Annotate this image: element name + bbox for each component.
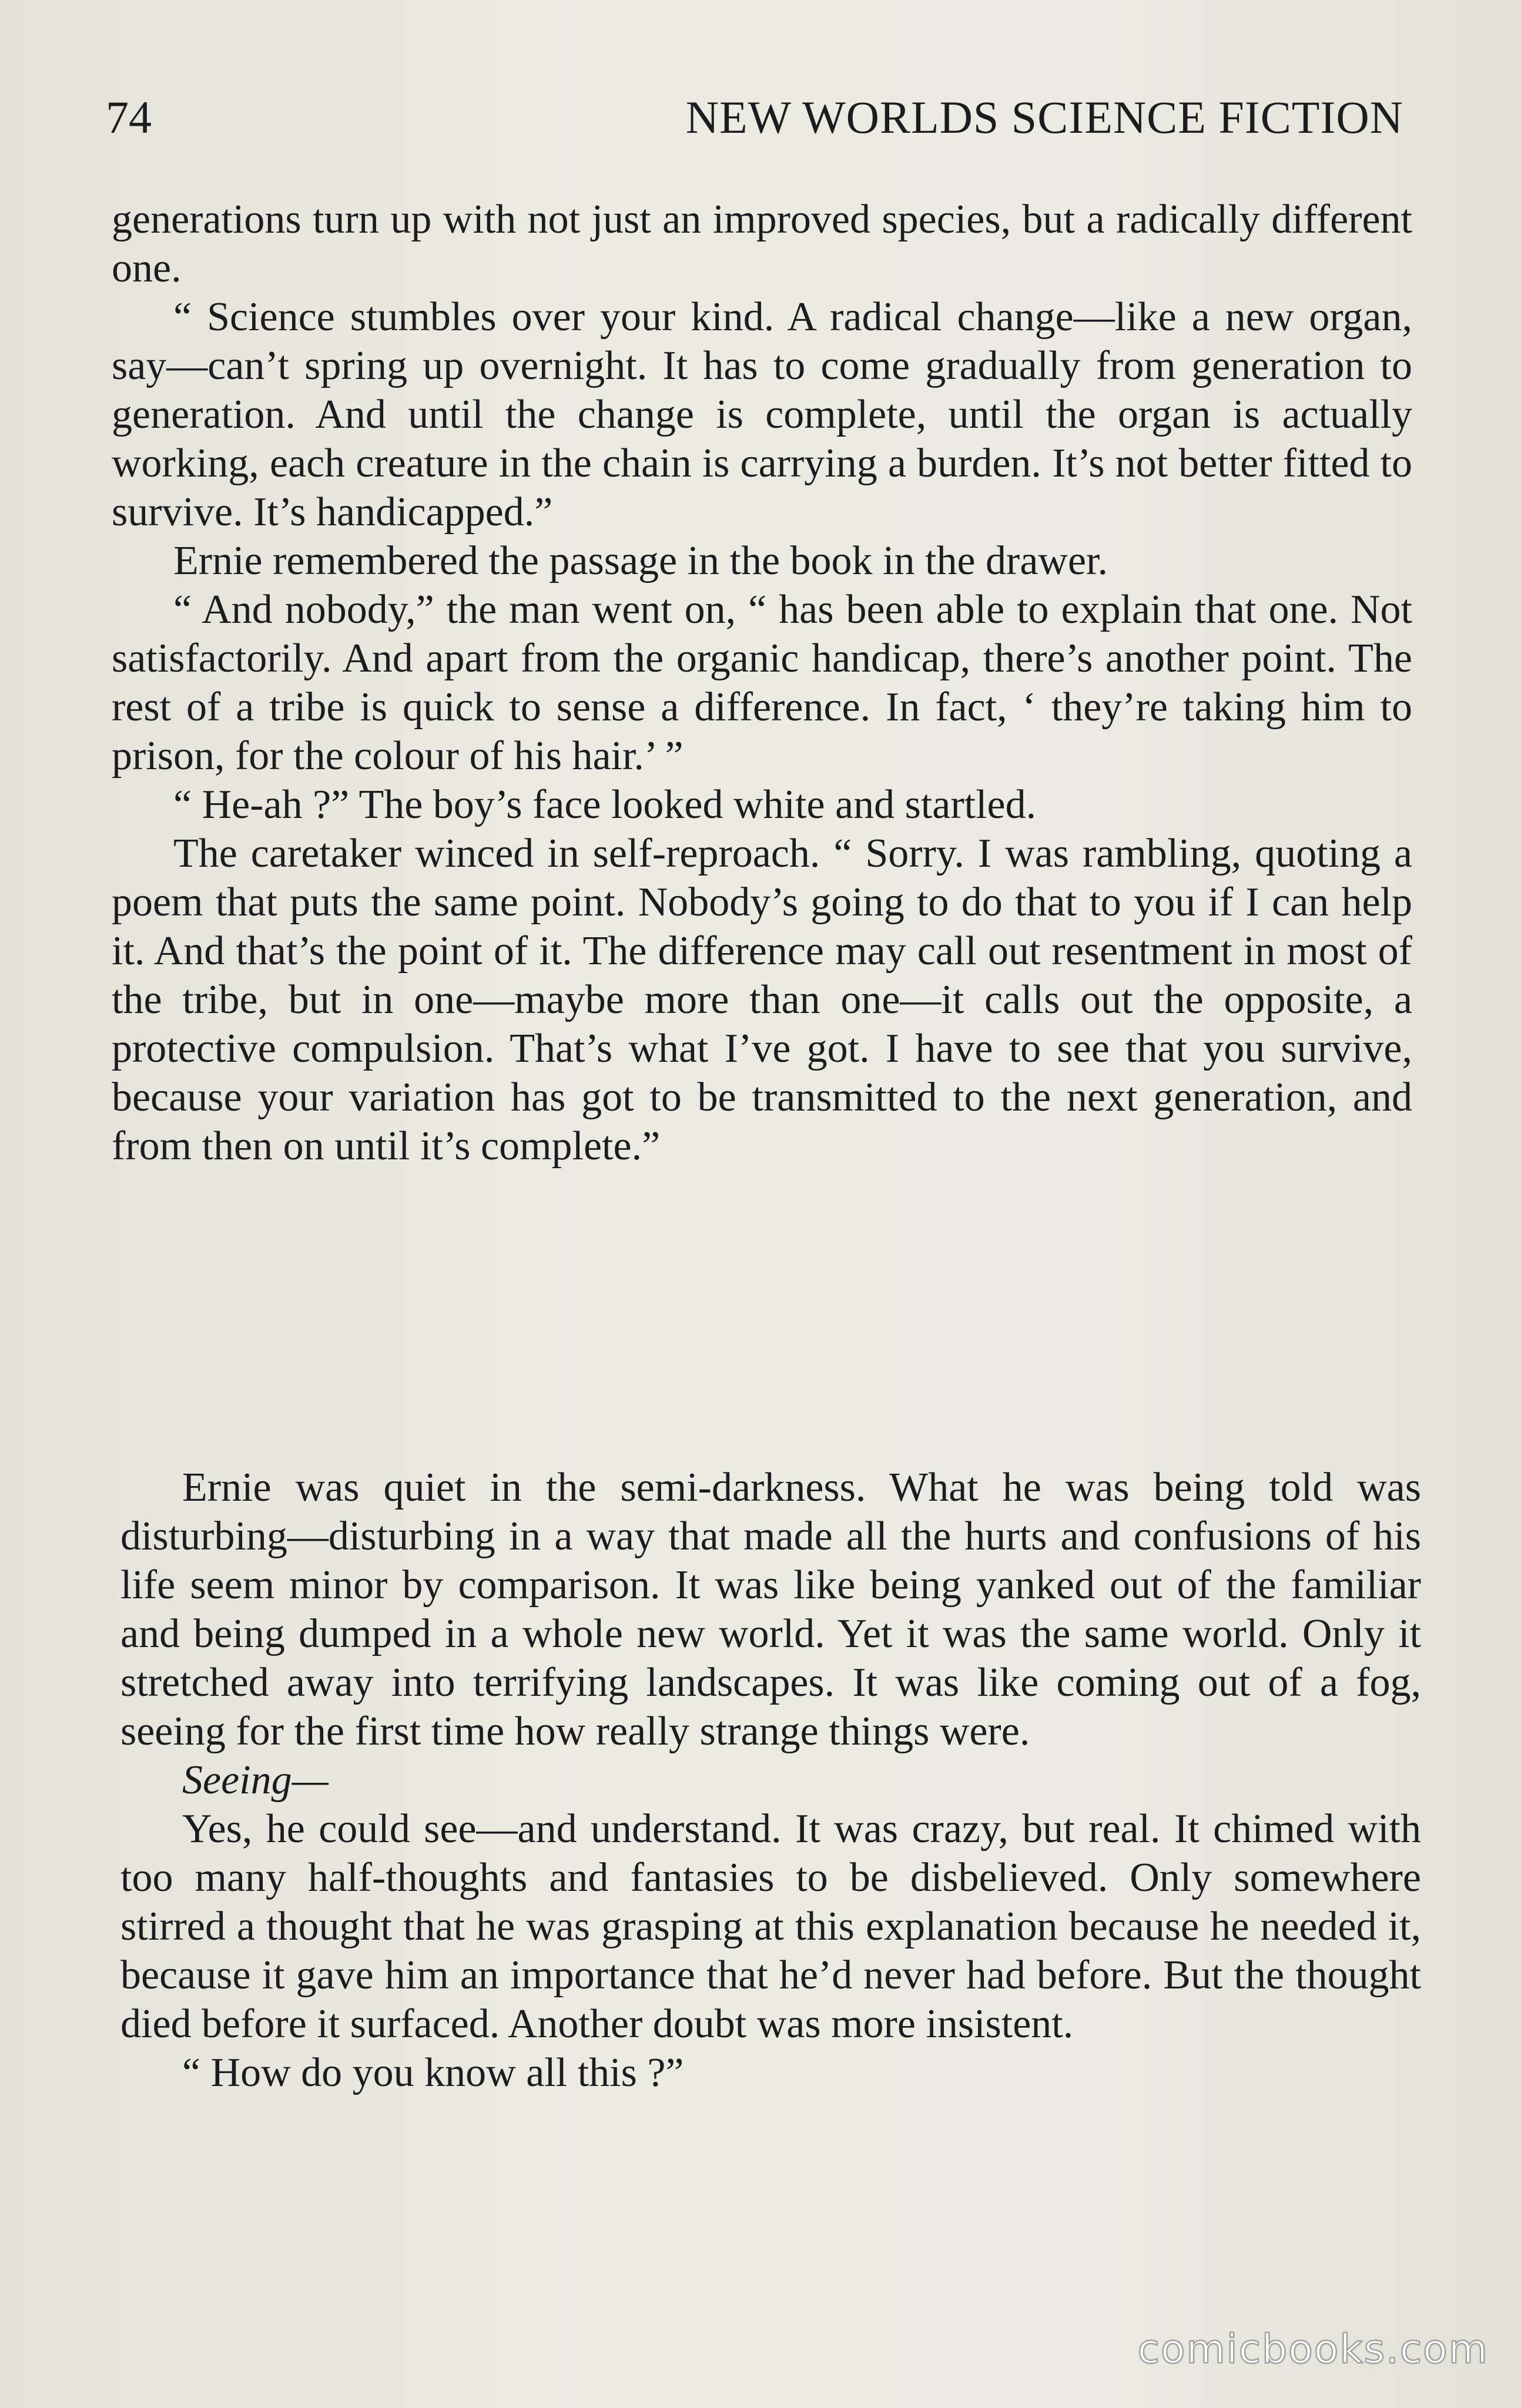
paragraph: Yes, he could see—and understand. It was crazy, but real. It chimed with too many half-thoughts and fantasies to be disbelieved. Only somewhere stirred a thought that he was grasping at this explanation because he needed it, because it gave him an importance that he’d never had before. But the thought died before it surfaced. Another doubt was more insistent. <box>120 1806 1421 2047</box>
paragraph-italic: Seeing— <box>182 1758 329 1803</box>
watermark: comicbooks.com <box>1137 2326 1489 2373</box>
paragraph: “ How do you know all this ?” <box>182 2050 684 2095</box>
paragraph: “ He-ah ?” The boy’s face looked white and startled. <box>173 782 1037 827</box>
running-head: NEW WORLDS SCIENCE FICTION <box>685 92 1403 143</box>
paragraph: The caretaker winced in self-reproach. “ Sorry. I was rambling, quoting a poem that puts the same point. Nobody’s going to do that to you if I can help it. And that’s the point of it. The difference may call out resentment in most of the tribe, but in one—maybe more than one—it calls out the opposite, a protective compulsion. That’s what I’ve got. I have to see that you survive, because your variation has got to be transmitted to the next generation, and from then on until it’s complete.” <box>112 831 1412 1169</box>
text-block-one <box>112 195 1412 1171</box>
paragraph: generations turn up with not just an improved species, but a radically different one. <box>112 197 1412 291</box>
text-block-two <box>120 1463 1421 2097</box>
page-number: 74 <box>106 92 152 143</box>
paragraph: “ Science stumbles over your kind. A radical change—like a new organ, say—can’t spring up overnight. It has to come gradually from generation to generation. And until the change is complete, until the organ is actually working, each creature in the chain is carrying a burden. It’s not better fitted to survive. It’s handicapped.” <box>112 294 1412 535</box>
paragraph: Ernie was quiet in the semi-darkness. What he was being told was disturbing—disturbing in a way that made all the hurts and confusions of his life seem minor by comparison. It was like being yanked out of the familiar and being dumped in a whole new world. Yet it was the same world. Only it stretched away into terrifying landscapes. It was like coming out of a fog, seeing for the first time how really strange things were. <box>120 1465 1421 1754</box>
paragraph: Ernie remembered the passage in the book in the drawer. <box>173 538 1108 583</box>
paragraph: “ And nobody,” the man went on, “ has been able to explain that one. Not satisfactorily. And apart from the organic handicap, there’s another point. The rest of a tribe is quick to sense a difference. In fact, ‘ they’re taking him to prison, for the colour of his hair.’ ” <box>112 587 1412 779</box>
page-header <box>106 88 1403 147</box>
